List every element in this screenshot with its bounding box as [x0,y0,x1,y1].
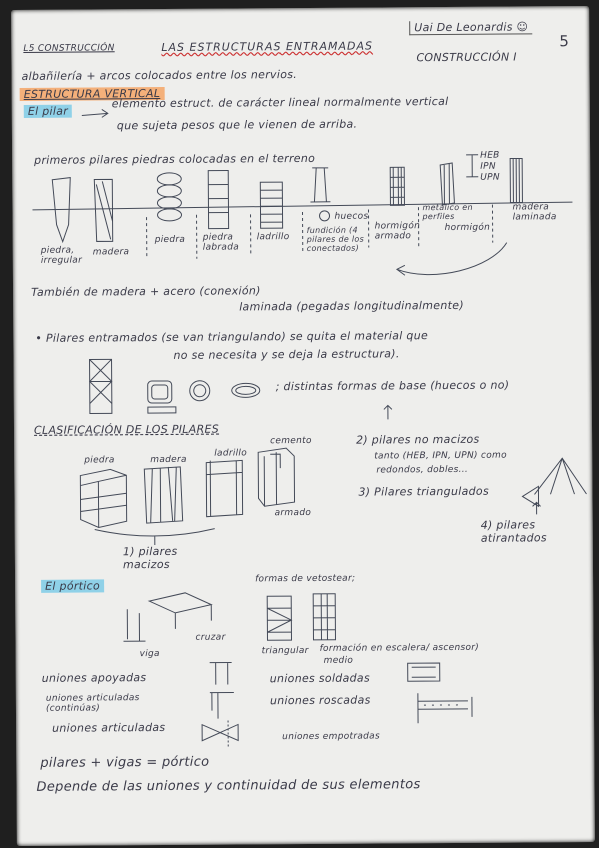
el-pilar-label: El pilar [24,105,72,118]
portico-conclusion: Depende de las uniones y continuidad de sus elementos [36,777,421,795]
entramados-line-1: • Pilares entramados (se van triangulando) se quita el material que [35,329,429,345]
profile-heb: HEB [480,150,500,161]
note-laminada: laminada (pegadas longitudinalmente) [239,298,464,314]
uniones-empotradas: uniones empotradas [282,731,381,743]
item2-detail-2: redondos, dobles... [376,464,469,476]
pillar-brick [260,182,282,228]
profile-upn: UPN [480,172,500,183]
uniones-soldadas: uniones soldadas [269,671,371,686]
hand-sketches [11,6,595,846]
portico-title: El pórtico [41,579,104,592]
profile-i-icon [466,155,478,177]
label-piedra-labrada: piedra labrada [202,232,240,253]
pilar-definition-1: elemento estruct. de carácter lineal normalmente vertical [111,94,449,111]
item-pilares-macizos: 1) pilares macizos [122,544,178,572]
profile-ipn: IPN [480,161,496,172]
pillar-reinforced-concrete [390,167,404,205]
entramados-line-2: no se necesita y se deja la estructura). [173,347,400,362]
label-madera-laminada: madera laminada [512,202,557,223]
label-piedra: piedra [154,234,186,246]
base-shapes-label: ; distintas formas de base (huecos o no) [275,378,510,394]
pillar-cut-stone [208,171,228,229]
label-fundicion: fundición (4 pilares de los conectados) [306,225,365,253]
clasificacion-title: CLASIFICACIÓN DE LOS PILARES [33,422,220,437]
joint-articulada-continua [210,692,234,718]
pillar-cast-iron [310,168,330,202]
note-madera-acero: También de madera + acero (conexión) [31,284,261,299]
pillar-laminated-wood [510,158,522,202]
label-hormigon-armado: hormigón armado [374,221,421,242]
pillar-stacked-stones [157,173,181,221]
base-round-hollow [190,381,210,401]
label-piedra-irregular: piedra, irregular [40,245,83,266]
atirantado-sketch [534,458,586,494]
formas-label: formas de vetostear; [255,573,356,585]
col-piedra: piedra [84,455,115,466]
header-subject: CONSTRUCCIÓN I [416,50,517,65]
label-medio: medio [323,655,354,666]
label-ladrillo: ladrillo [256,232,290,243]
section-estructura-vertical: ESTRUCTURA VERTICAL [20,87,165,101]
pilares-history-line: primeros pilares piedras colocadas en el terreno [34,151,316,167]
joint-soldada [408,663,440,681]
label-triangular: triangular [261,645,309,657]
intro-line: albañilería + arcos colocados entre los nervios. [21,68,298,83]
label-hormigon: hormigón [444,222,491,234]
item-pilares-triangulados: 3) Pilares triangulados [358,484,490,499]
label-viga: viga [139,649,160,660]
uniones-articuladas: uniones articuladas [52,720,166,735]
notebook-page [11,6,595,846]
author-name: Uai De Leonardis ☺ [409,20,532,35]
lattice-pillar-sketch [90,359,112,413]
header-title-main: LAS ESTRUCTURAS ENTRAMADAS [161,39,374,54]
header-title-left: L5 CONSTRUCCIÓN [23,43,115,54]
label-huecos: huecos [334,211,369,222]
item2-detail-1: tanto (HEB, IPN, UPN) como [374,450,507,462]
label-cruzar: cruzar [195,632,226,643]
item-pilares-atirantados: 4) pilares atirantados [480,518,547,545]
label-formacion: formación en escalera/ ascensor) [319,642,480,654]
col-ladrillo: ladrillo [214,448,248,459]
col-madera: madera [150,454,187,466]
portico-sketch [149,593,211,629]
label-madera: madera [92,247,130,258]
pillar-steel [440,163,454,205]
item-pilares-no-macizos: 2) pilares no macizos [356,432,480,447]
page-number: 5 [559,32,570,51]
uniones-apoyadas: uniones apoyadas [41,671,147,685]
portico-escalera [313,594,335,640]
joint-articulada [202,724,238,740]
uniones-articuladas-continuas: uniones articuladas (continúas) [45,693,140,714]
pilar-definition-2: que sujeta pesos que le vienen de arriba. [116,117,358,133]
col-cemento: cemento [270,435,312,447]
joint-apoyada [210,663,232,685]
uniones-roscadas: uniones roscadas [269,693,371,708]
label-armado: armado [274,507,312,519]
portico-formula: pilares + vigas = pórtico [40,754,210,771]
joint-roscada [418,693,468,723]
massive-pillar-sketches [80,448,295,527]
label-metalico-perfiles: metálico en perfiles [422,202,473,222]
